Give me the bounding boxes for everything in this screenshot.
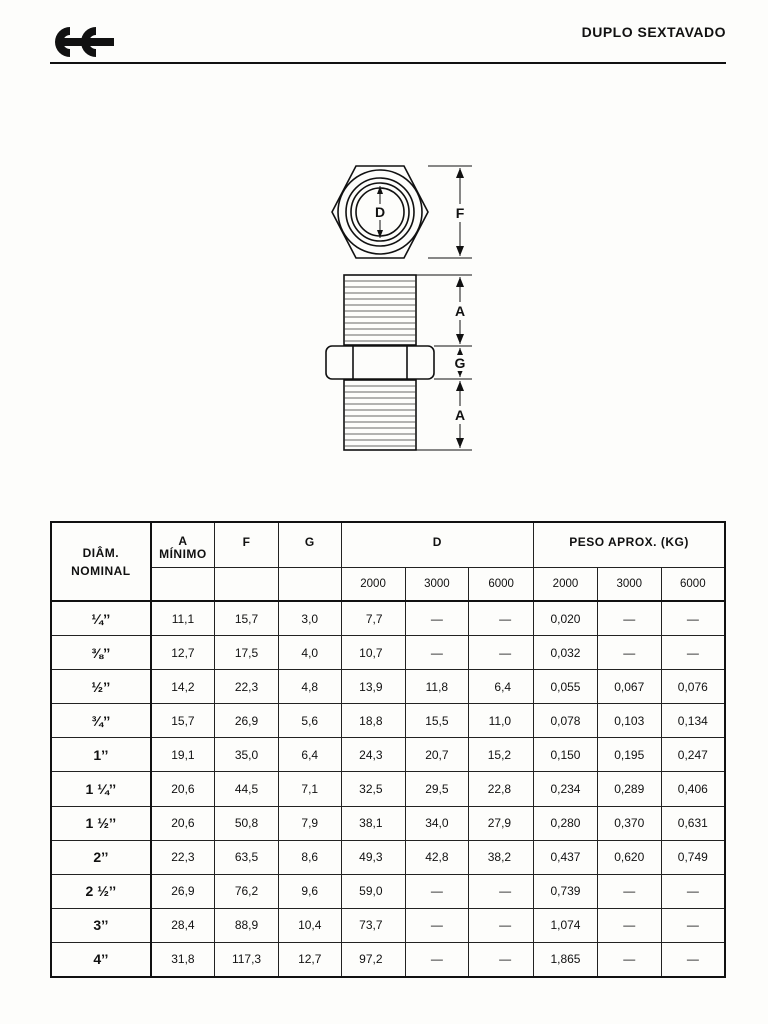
document-title: DUPLO SEXTAVADO: [581, 24, 726, 40]
cell-a: 12,7: [151, 636, 215, 670]
cell-d6000: —: [469, 942, 534, 977]
cell-d3000: —: [405, 908, 469, 942]
cell-g: 3,0: [278, 601, 341, 636]
cell-p3000: 0,620: [597, 840, 661, 874]
cell-p6000: —: [661, 601, 725, 636]
cell-p3000: —: [597, 908, 661, 942]
header-rule: [50, 62, 726, 64]
cell-p2000: 0,032: [534, 636, 598, 670]
cell-d2000: 38,1: [341, 806, 405, 840]
cell-p6000: 0,076: [661, 670, 725, 704]
cell-a: 26,9: [151, 874, 215, 908]
cell-nominal: 1 ½’’: [51, 806, 151, 840]
cell-p6000: 0,749: [661, 840, 725, 874]
cell-d2000: 32,5: [341, 772, 405, 806]
header-g: G: [278, 522, 341, 567]
cell-a: 20,6: [151, 806, 215, 840]
cell-g: 7,1: [278, 772, 341, 806]
cell-f: 15,7: [215, 601, 279, 636]
cell-p6000: —: [661, 874, 725, 908]
cell-p6000: —: [661, 942, 725, 977]
dim-label-a-top: A: [454, 303, 466, 319]
cell-p6000: 0,247: [661, 738, 725, 772]
table-row: [51, 601, 725, 636]
cell-a: 22,3: [151, 840, 215, 874]
cell-d6000: 6,4: [469, 670, 534, 704]
cell-nominal: ⅜’’: [51, 636, 151, 670]
cell-a: 19,1: [151, 738, 215, 772]
cell-nominal: ¼’’: [51, 601, 151, 636]
cell-p6000: —: [661, 908, 725, 942]
header-d-6000: 6000: [469, 567, 534, 601]
cell-d2000: 97,2: [341, 942, 405, 977]
cell-p2000: 0,078: [534, 704, 598, 738]
cell-f: 76,2: [215, 874, 279, 908]
cell-p3000: 0,195: [597, 738, 661, 772]
dim-label-a-bottom: A: [454, 407, 466, 423]
cell-p2000: 0,055: [534, 670, 598, 704]
cell-p6000: —: [661, 636, 725, 670]
header-row-1: [51, 522, 725, 567]
cell-f: 63,5: [215, 840, 279, 874]
cell-d2000: 59,0: [341, 874, 405, 908]
cell-g: 9,6: [278, 874, 341, 908]
table-row: [51, 908, 725, 942]
header-d-2000: 2000: [341, 567, 405, 601]
header-d: D: [341, 522, 533, 567]
cell-nominal: 1’’: [51, 738, 151, 772]
dim-label-d: D: [374, 204, 386, 220]
cell-d6000: —: [469, 636, 534, 670]
table-row: [51, 772, 725, 806]
cell-f: 88,9: [215, 908, 279, 942]
cell-p3000: —: [597, 601, 661, 636]
cell-p2000: 1,865: [534, 942, 598, 977]
cell-p6000: 0,134: [661, 704, 725, 738]
cell-d2000: 18,8: [341, 704, 405, 738]
header-d-3000: 3000: [405, 567, 469, 601]
cell-d3000: 11,8: [405, 670, 469, 704]
cell-d3000: 20,7: [405, 738, 469, 772]
cell-d2000: 13,9: [341, 670, 405, 704]
table-row: [51, 942, 725, 977]
cell-a: 14,2: [151, 670, 215, 704]
cell-p3000: —: [597, 942, 661, 977]
cell-d3000: —: [405, 601, 469, 636]
cell-a: 31,8: [151, 942, 215, 977]
cell-a: 20,6: [151, 772, 215, 806]
cell-d2000: 49,3: [341, 840, 405, 874]
cell-d6000: 27,9: [469, 806, 534, 840]
cell-p3000: —: [597, 636, 661, 670]
cell-d2000: 10,7: [341, 636, 405, 670]
cell-p3000: 0,370: [597, 806, 661, 840]
cell-a: 15,7: [151, 704, 215, 738]
cell-d6000: 38,2: [469, 840, 534, 874]
header-a-line2: MÍNIMO: [159, 546, 207, 561]
header-peso-2000: 2000: [534, 567, 598, 601]
table-row: [51, 738, 725, 772]
cell-d6000: —: [469, 601, 534, 636]
header-row-2: [51, 567, 725, 601]
header-peso-3000: 3000: [597, 567, 661, 601]
cell-f: 35,0: [215, 738, 279, 772]
cell-g: 4,0: [278, 636, 341, 670]
cell-f: 26,9: [215, 704, 279, 738]
table-row: [51, 670, 725, 704]
cell-d2000: 24,3: [341, 738, 405, 772]
cell-d6000: —: [469, 908, 534, 942]
cell-p2000: 0,150: [534, 738, 598, 772]
cell-nominal: 4’’: [51, 942, 151, 977]
cell-p6000: 0,406: [661, 772, 725, 806]
cell-d6000: —: [469, 874, 534, 908]
cell-p6000: 0,631: [661, 806, 725, 840]
table-row: [51, 636, 725, 670]
dim-label-g: G: [454, 355, 466, 371]
company-logo: [50, 24, 116, 60]
cell-g: 5,6: [278, 704, 341, 738]
cell-p2000: 0,437: [534, 840, 598, 874]
cell-p2000: 0,739: [534, 874, 598, 908]
cell-f: 22,3: [215, 670, 279, 704]
fitting-drawing: [300, 150, 500, 460]
header-g-blank: [278, 567, 341, 601]
cell-g: 10,4: [278, 908, 341, 942]
cell-f: 17,5: [215, 636, 279, 670]
cell-d3000: 42,8: [405, 840, 469, 874]
cell-p2000: 1,074: [534, 908, 598, 942]
cell-g: 8,6: [278, 840, 341, 874]
table-row: [51, 806, 725, 840]
table-body: [51, 601, 725, 977]
cell-d3000: —: [405, 874, 469, 908]
table-row: [51, 840, 725, 874]
header-diam-line2: NOMINAL: [71, 563, 131, 578]
cell-nominal: 1 ¼’’: [51, 772, 151, 806]
header-a-blank: [151, 567, 215, 601]
header-diam-nominal: [51, 522, 151, 601]
cell-nominal: ½’’: [51, 670, 151, 704]
cell-f: 44,5: [215, 772, 279, 806]
cell-p3000: 0,067: [597, 670, 661, 704]
cell-d6000: 15,2: [469, 738, 534, 772]
dimensions-table: [50, 521, 726, 978]
cell-d3000: —: [405, 942, 469, 977]
cell-nominal: 3’’: [51, 908, 151, 942]
table-row: [51, 704, 725, 738]
cell-nominal: 2 ½’’: [51, 874, 151, 908]
header-f-blank: [215, 567, 279, 601]
header-diam-line1: DIÂM.: [82, 545, 120, 560]
cell-p3000: —: [597, 874, 661, 908]
cell-d3000: 15,5: [405, 704, 469, 738]
cell-d6000: 11,0: [469, 704, 534, 738]
header-a-minimo: [151, 522, 215, 567]
header-peso: PESO APROX. (KG): [534, 522, 725, 567]
header-peso-6000: 6000: [661, 567, 725, 601]
table-row: [51, 874, 725, 908]
cell-d3000: —: [405, 636, 469, 670]
cell-p2000: 0,020: [534, 601, 598, 636]
cell-d2000: 7,7: [341, 601, 405, 636]
cell-d2000: 73,7: [341, 908, 405, 942]
cell-nominal: ¾’’: [51, 704, 151, 738]
cell-f: 50,8: [215, 806, 279, 840]
cell-g: 12,7: [278, 942, 341, 977]
cell-nominal: 2’’: [51, 840, 151, 874]
cell-p3000: 0,289: [597, 772, 661, 806]
cell-d6000: 22,8: [469, 772, 534, 806]
cell-a: 28,4: [151, 908, 215, 942]
cell-g: 4,8: [278, 670, 341, 704]
cell-a: 11,1: [151, 601, 215, 636]
cell-g: 6,4: [278, 738, 341, 772]
cell-p2000: 0,234: [534, 772, 598, 806]
cell-g: 7,9: [278, 806, 341, 840]
cell-d3000: 29,5: [405, 772, 469, 806]
cell-p2000: 0,280: [534, 806, 598, 840]
cell-d3000: 34,0: [405, 806, 469, 840]
cell-f: 117,3: [215, 942, 279, 977]
cell-p3000: 0,103: [597, 704, 661, 738]
dim-label-f: F: [455, 205, 465, 221]
header-f: F: [215, 522, 279, 567]
header-a-line1: A: [178, 533, 188, 548]
